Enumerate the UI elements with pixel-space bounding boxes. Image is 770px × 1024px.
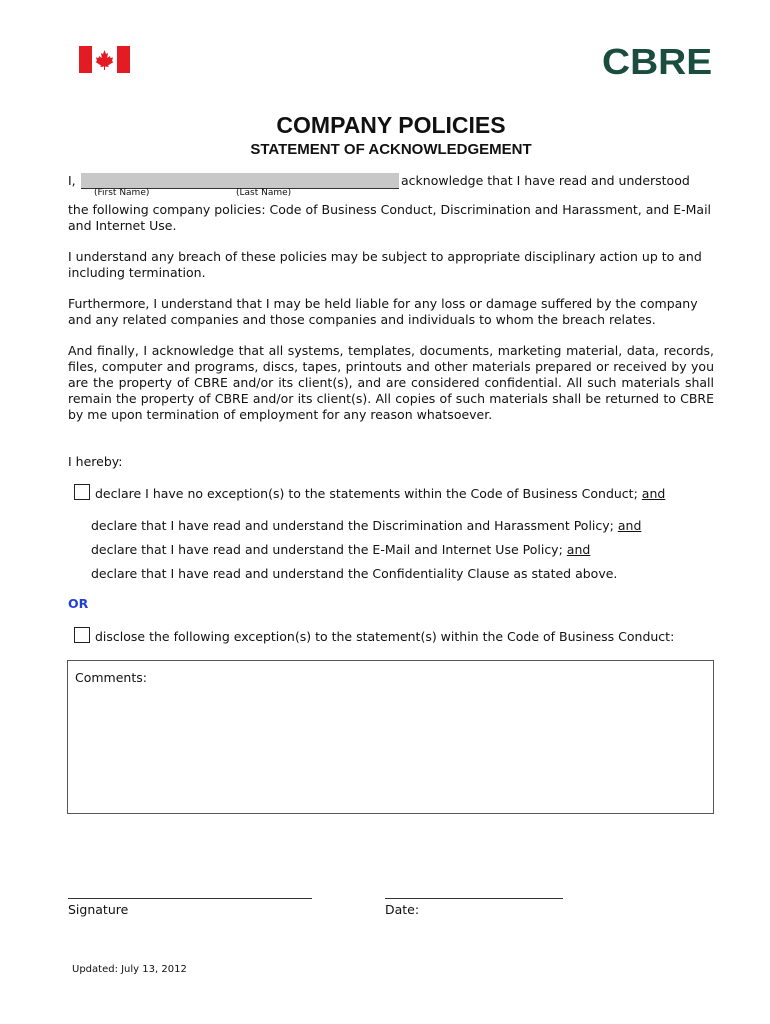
page-subtitle: STATEMENT OF ACKNOWLEDGEMENT — [250, 141, 532, 158]
page-title: COMPANY POLICIES — [276, 112, 506, 138]
hereby-label: I hereby: — [68, 454, 123, 469]
canada-flag-icon — [79, 46, 130, 73]
declaration-line-4: declare that I have read and understand the Confidentiality Clause as stated above. — [91, 566, 618, 581]
signature-label: Signature — [68, 902, 129, 917]
line2-and: and — [617, 518, 642, 533]
intro-prefix: I, — [68, 173, 76, 188]
updated-date: Updated: July 13, 2012 — [72, 964, 187, 975]
cbre-logo: CBRE — [602, 41, 713, 82]
line3-text: declare that I have read and understand the E-Mail and Internet Use Policy; — [91, 542, 563, 557]
first-name-label: (First Name) — [94, 188, 150, 198]
option1-text: declare I have no exception(s) to the statements within the Code of Business Conduct; — [95, 486, 638, 501]
line2-text: declare that I have read and understand the Discrimination and Harassment Policy; — [91, 518, 614, 533]
option1-and: and — [641, 486, 666, 501]
paragraph-breach: I understand any breach of these policies may be subject to appropriate disciplinary action up to and including termination. — [68, 249, 702, 280]
name-field[interactable] — [81, 173, 399, 189]
intro-suffix: acknowledge that I have read and understood — [401, 173, 690, 188]
declaration-line-2 — [91, 518, 641, 533]
signature-line[interactable] — [68, 898, 312, 899]
paragraph-liable: Furthermore, I understand that I may be held liable for any loss or damage suffered by the company and any related companies and those companies and individuals to whom the breach relates. — [68, 296, 698, 327]
comments-box[interactable] — [67, 660, 714, 814]
option1-line — [95, 486, 665, 501]
comments-label: Comments: — [75, 670, 147, 685]
date-label: Date: — [385, 902, 420, 917]
disclose-exception-checkbox[interactable] — [74, 627, 90, 643]
intro-continued: the following company policies: Code of Business Conduct, Discrimination and Harassment, and E-Mail and Internet Use. — [68, 202, 712, 233]
last-name-label: (Last Name) — [236, 188, 292, 198]
paragraph-property: And finally, I acknowledge that all systems, templates, documents, marketing material, data, records, files, computer and programs, discs, tapes, printouts and other materials prepared or received by you are the property of CBRE and/or its client(s), and are considered confidential. All such materials shall remain the property of CBRE and/or its client(s). All copies of such materials shall be returned to CBRE by me upon termination of employment for any reason whatsoever. — [68, 343, 714, 422]
option2-text: disclose the following exception(s) to the statement(s) within the Code of Business Conduct: — [95, 629, 675, 644]
date-line[interactable] — [385, 898, 563, 899]
declaration-line-3 — [91, 542, 590, 557]
line3-and: and — [566, 542, 591, 557]
or-label: OR — [68, 596, 89, 611]
no-exception-checkbox[interactable] — [74, 484, 90, 500]
